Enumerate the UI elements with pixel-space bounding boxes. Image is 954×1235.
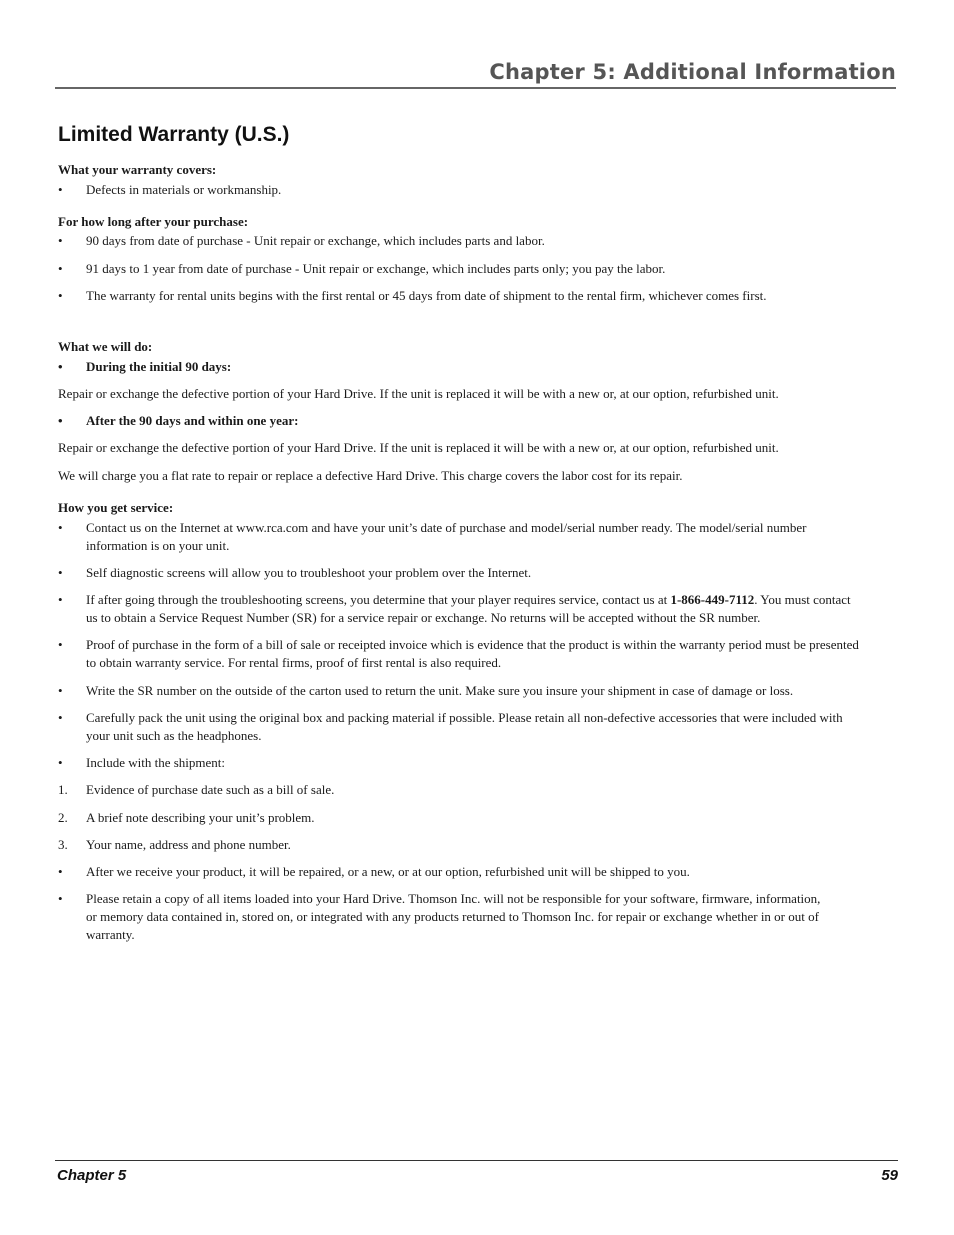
list-item-text: or memory data contained in, stored on, or integrated with any products returned to Thomson Inc. for repair or exchange whether in or out of <box>86 909 819 924</box>
service-heading: How you get service: <box>58 500 174 515</box>
what-we-do-heading: What we will do: <box>58 339 153 354</box>
bullet-icon: • <box>58 182 63 197</box>
list-item-text: your unit such as the headphones. <box>86 728 262 743</box>
bullet-icon: • <box>58 520 63 535</box>
bullet-icon: • <box>58 755 63 770</box>
list-item-text: Carefully pack the unit using the original box and packing material if possible. Please retain all non-defective accessories that were included with <box>86 710 843 725</box>
list-item-text: Self diagnostic screens will allow you to troubleshoot your problem over the Internet. <box>86 565 532 580</box>
initial-period-label: During the initial 90 days: <box>86 359 232 374</box>
bullet-icon: • <box>58 261 63 276</box>
list-item-text: After we receive your product, it will be repaired, or a new, or at our option, refurbished unit will be shipped to you. <box>86 864 690 879</box>
bullet-icon: • <box>58 413 63 428</box>
bullet-icon: • <box>58 565 63 580</box>
bullet-icon: • <box>58 233 63 248</box>
list-item-text: Proof of purchase in the form of a bill of sale or receipted invoice which is evidence that the product is within the warranty period must be presented <box>86 637 859 652</box>
bullet-icon: • <box>58 359 63 374</box>
item-number: 3. <box>58 837 68 852</box>
list-item-text: Contact us on the Internet at www.rca.com and have your unit’s date of purchase and model/serial number ready. The model/serial number <box>86 520 807 535</box>
bullet-icon: • <box>58 864 63 879</box>
chapter-header: Chapter 5: Additional Information <box>489 60 896 84</box>
phone-number: 1-866-449-7112 <box>670 592 755 607</box>
list-item-text: Defects in materials or workmanship. <box>86 182 282 197</box>
list-item-text: Include with the shipment: <box>86 755 226 770</box>
list-item-text: us to obtain a Service Request Number (SR) for a service repair or exchange. No returns will be accepted without the SR number. <box>86 610 761 625</box>
bullet-icon: • <box>58 288 63 303</box>
bullet-icon: • <box>58 637 63 652</box>
footer-chapter: Chapter 5 <box>57 1167 127 1184</box>
how-long-heading: For how long after your purchase: <box>58 214 249 229</box>
initial-period-text: Repair or exchange the defective portion of your Hard Drive. If the unit is replaced it will be with a new or, at our option, refurbished unit. <box>58 386 779 401</box>
footer-rule <box>55 1160 898 1161</box>
list-item-text: information is on your unit. <box>86 538 230 553</box>
after-period-label: After the 90 days and within one year: <box>86 413 299 428</box>
item-number: 1. <box>58 782 68 797</box>
service-contact-pre: If after going through the troubleshooting screens, you determine that your player requires service, contact us at <box>86 592 671 607</box>
flat-rate-text: We will charge you a flat rate to repair or replace a defective Hard Drive. This charge covers the labor cost for its repair. <box>58 468 683 483</box>
covers-heading: What your warranty covers: <box>58 162 217 177</box>
page-number: 59 <box>881 1167 898 1184</box>
list-item-text: Write the SR number on the outside of the carton used to return the unit. Make sure you insure your shipment in case of damage or loss. <box>86 683 794 698</box>
list-item-text: The warranty for rental units begins with the first rental or 45 days from date of shipment to the rental firm, whichever comes first. <box>86 288 767 303</box>
header-rule <box>55 87 896 89</box>
list-item-text: to obtain warranty service. For rental firms, proof of first rental is also required. <box>86 655 502 670</box>
numbered-item-text: Your name, address and phone number. <box>86 837 291 852</box>
page-title: Limited Warranty (U.S.) <box>58 123 290 146</box>
bullet-icon: • <box>58 891 63 906</box>
numbered-item-text: A brief note describing your unit’s problem. <box>86 810 315 825</box>
bullet-icon: • <box>58 683 63 698</box>
service-contact-post: . You must contact <box>754 592 851 607</box>
list-item-text: warranty. <box>86 927 135 942</box>
list-item-text: 91 days to 1 year from date of purchase - Unit repair or exchange, which includes parts only; you pay the labor. <box>86 261 666 276</box>
after-period-text: Repair or exchange the defective portion of your Hard Drive. If the unit is replaced it will be with a new or, at our option, refurbished unit. <box>58 440 779 455</box>
list-item-text <box>86 591 851 609</box>
item-number: 2. <box>58 810 68 825</box>
list-item-text: 90 days from date of purchase - Unit repair or exchange, which includes parts and labor. <box>86 233 545 248</box>
numbered-item-text: Evidence of purchase date such as a bill of sale. <box>86 782 335 797</box>
bullet-icon: • <box>58 710 63 725</box>
bullet-icon: • <box>58 592 63 607</box>
list-item-text: Please retain a copy of all items loaded into your Hard Drive. Thomson Inc. will not be responsible for your software, firmware, information, <box>86 891 821 906</box>
